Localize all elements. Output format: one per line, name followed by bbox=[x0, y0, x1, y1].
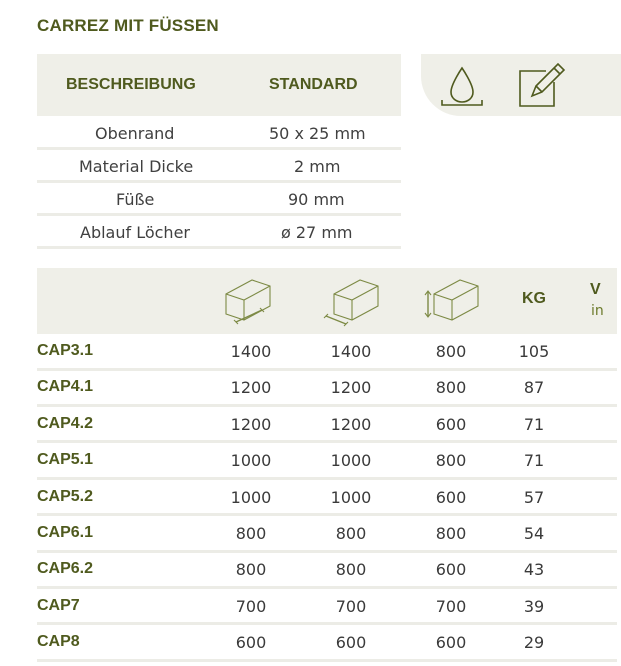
cell-length: 800 bbox=[235, 524, 267, 543]
table-row bbox=[37, 552, 617, 589]
cell-height: 600 bbox=[435, 633, 467, 653]
spec-label: Obenrand bbox=[95, 124, 175, 143]
cell-height: 800 bbox=[435, 378, 467, 398]
cut-column-subheader: in bbox=[591, 303, 604, 319]
table-row bbox=[37, 589, 617, 626]
feature-icon-panel bbox=[421, 54, 621, 116]
cell-kg: 57 bbox=[523, 487, 545, 507]
cell-length: 1400 bbox=[230, 342, 272, 361]
cell-height: 800 bbox=[435, 524, 467, 543]
edit-pencil-icon bbox=[516, 60, 568, 110]
cell-length: 1200 bbox=[230, 378, 272, 398]
spec-label: Material Dicke bbox=[79, 157, 194, 176]
table-row bbox=[37, 407, 617, 444]
spec-value: ø 27 mm bbox=[281, 223, 353, 242]
spec-table-header bbox=[37, 54, 401, 116]
kg-column-header: KG bbox=[522, 290, 546, 307]
cell-kg: 54 bbox=[523, 524, 545, 543]
product-code: CAP6.2 bbox=[37, 560, 94, 578]
cell-length: 1200 bbox=[230, 414, 272, 434]
table-row bbox=[37, 480, 617, 517]
cell-length: 600 bbox=[235, 633, 267, 653]
cell-kg: 71 bbox=[523, 451, 545, 471]
cell-height: 600 bbox=[435, 414, 467, 434]
product-code: CAP5.1 bbox=[37, 451, 94, 469]
spec-row bbox=[37, 183, 401, 216]
cell-width: 800 bbox=[335, 560, 367, 580]
spec-value: 90 mm bbox=[288, 190, 345, 209]
cell-length: 1000 bbox=[230, 451, 272, 471]
table-row bbox=[37, 370, 617, 407]
cell-height: 600 bbox=[435, 487, 467, 507]
spec-header-standard: STANDARD bbox=[269, 76, 358, 93]
spec-row bbox=[37, 150, 401, 183]
cut-column-header: V bbox=[590, 281, 601, 298]
cell-height: 800 bbox=[435, 342, 467, 361]
cell-kg: 105 bbox=[518, 342, 550, 361]
cell-width: 1000 bbox=[330, 487, 372, 507]
cell-width: 600 bbox=[335, 633, 367, 653]
table-row bbox=[37, 516, 617, 553]
cell-height: 600 bbox=[435, 560, 467, 580]
cell-width: 1200 bbox=[330, 378, 372, 398]
table-row bbox=[37, 443, 617, 480]
water-drop-icon bbox=[438, 64, 486, 110]
cell-kg: 39 bbox=[523, 596, 545, 616]
cell-length: 1000 bbox=[230, 487, 272, 507]
cell-width: 800 bbox=[335, 524, 367, 543]
spec-label: Füße bbox=[116, 190, 155, 209]
cell-width: 700 bbox=[335, 596, 367, 616]
cell-kg: 29 bbox=[523, 633, 545, 653]
cell-kg: 71 bbox=[523, 414, 545, 434]
cell-kg: 43 bbox=[523, 560, 545, 580]
product-code: CAP3.1 bbox=[37, 342, 94, 359]
product-code: CAP6.1 bbox=[37, 524, 94, 541]
spec-row bbox=[37, 216, 401, 249]
cell-width: 1000 bbox=[330, 451, 372, 471]
product-code: CAP5.2 bbox=[37, 487, 94, 505]
spec-row bbox=[37, 117, 401, 150]
cell-width: 1200 bbox=[330, 414, 372, 434]
box-length-icon bbox=[222, 276, 278, 326]
spec-value: 2 mm bbox=[294, 157, 341, 176]
page-title: CARREZ MIT FÜSSEN bbox=[37, 16, 219, 35]
spec-header-description: BESCHREIBUNG bbox=[66, 76, 196, 93]
product-code: CAP4.1 bbox=[37, 378, 94, 396]
spec-value: 50 x 25 mm bbox=[269, 124, 366, 143]
cell-height: 800 bbox=[435, 451, 467, 471]
product-code: CAP8 bbox=[37, 633, 80, 651]
cell-height: 700 bbox=[435, 596, 467, 616]
cell-length: 700 bbox=[235, 596, 267, 616]
table-row bbox=[37, 625, 617, 662]
product-code: CAP7 bbox=[37, 596, 80, 614]
table-row bbox=[37, 334, 617, 371]
cell-length: 800 bbox=[235, 560, 267, 580]
box-height-icon bbox=[422, 276, 482, 326]
cell-width: 1400 bbox=[330, 342, 372, 361]
product-code: CAP4.2 bbox=[37, 414, 94, 432]
cell-kg: 87 bbox=[523, 378, 545, 398]
box-width-icon bbox=[322, 276, 382, 326]
spec-label: Ablauf Löcher bbox=[80, 223, 190, 242]
